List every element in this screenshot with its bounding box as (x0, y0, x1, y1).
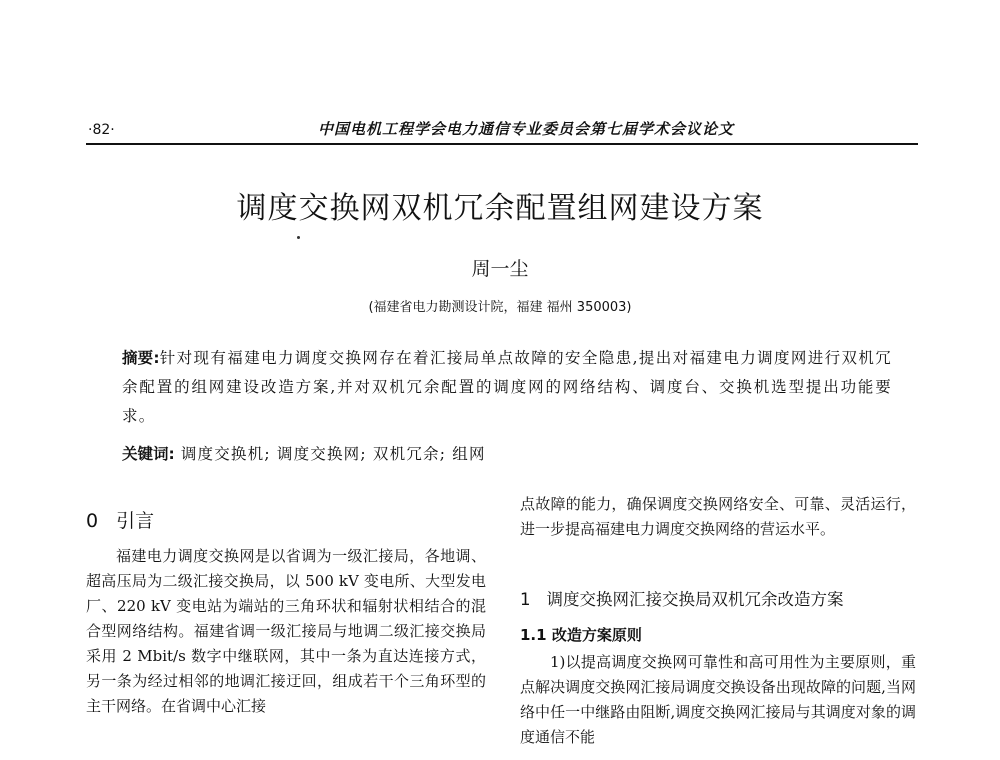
keywords-label: 关键词: (122, 445, 175, 463)
section-0-number: 0 (86, 510, 99, 532)
section-0-title: 引言 (116, 510, 155, 532)
abstract-label: 摘要: (122, 349, 160, 367)
subsection-1-1-heading (520, 624, 642, 645)
left-column-body (86, 544, 486, 719)
keywords (122, 442, 892, 464)
author-name: 周一尘 (471, 258, 529, 280)
section-1-title: 调度交换网汇接交换局双机冗余改造方案 (546, 590, 844, 609)
abstract (122, 344, 892, 431)
keywords-text: 调度交换机; 调度交换网; 双机冗余; 组网 (174, 445, 486, 463)
running-header: 中国电机工程学会电力通信专业委员会第七届学术会议论文 (318, 120, 735, 138)
abstract-text: 针对现有福建电力调度交换网存在着汇接局单点故障的安全隐患,提出对福建电力调度网进行双机冗余配置的组网建设改造方案,并对双机冗余配置的调度网的网络结构、调度台、交换机选型提出功能要求。 (122, 349, 892, 425)
section-1-number: 1 (520, 590, 531, 609)
subsection-1-1-paragraph: 1)以提高调度交换网可靠性和高可用性为主要原则，重点解决调度交换网汇接局调度交换设备出现故障的问题,当网络中任一中继路由阻断,调度交换网汇接局与其调度对象的调度通信不能 (520, 653, 916, 746)
author-affiliation: (福建省电力勘测设计院，福建 福州 350003) (368, 300, 632, 315)
article-title: 调度交换网双机冗余配置组网建设方案 (236, 191, 764, 226)
right-column-continuation (520, 492, 916, 542)
page-number: ·82· (88, 122, 115, 138)
subsection-1-1-number: 1.1 (520, 626, 547, 644)
continuation-paragraph: 点故障的能力，确保调度交换网络安全、可靠、灵活运行，进一步提高福建电力调度交换网络的营运水平。 (520, 495, 916, 538)
subsection-1-1-title: 改造方案原则 (551, 626, 642, 644)
section-0-paragraph: 福建电力调度交换网是以省调为一级汇接局，各地调、超高压局为二级汇接交换局，以 500 kV 变电所、大型发电厂、220 kV 变电站为端站的三角环状和辐射状相结合的混合型网络结构。福建省调一级汇接局与地调二级汇接交换局采用 2 Mbit/s 数字中继联网，其中一条为直达连接方式，另一条为经过相邻的地调汇接迂回，组成若干个三角环型的主干网络。在省调中心汇接 (86, 547, 486, 715)
speck-mark (297, 236, 300, 239)
section-1-heading (520, 586, 844, 610)
section-0-heading (86, 506, 154, 533)
right-column-body (520, 650, 916, 750)
header-rule (86, 143, 918, 145)
